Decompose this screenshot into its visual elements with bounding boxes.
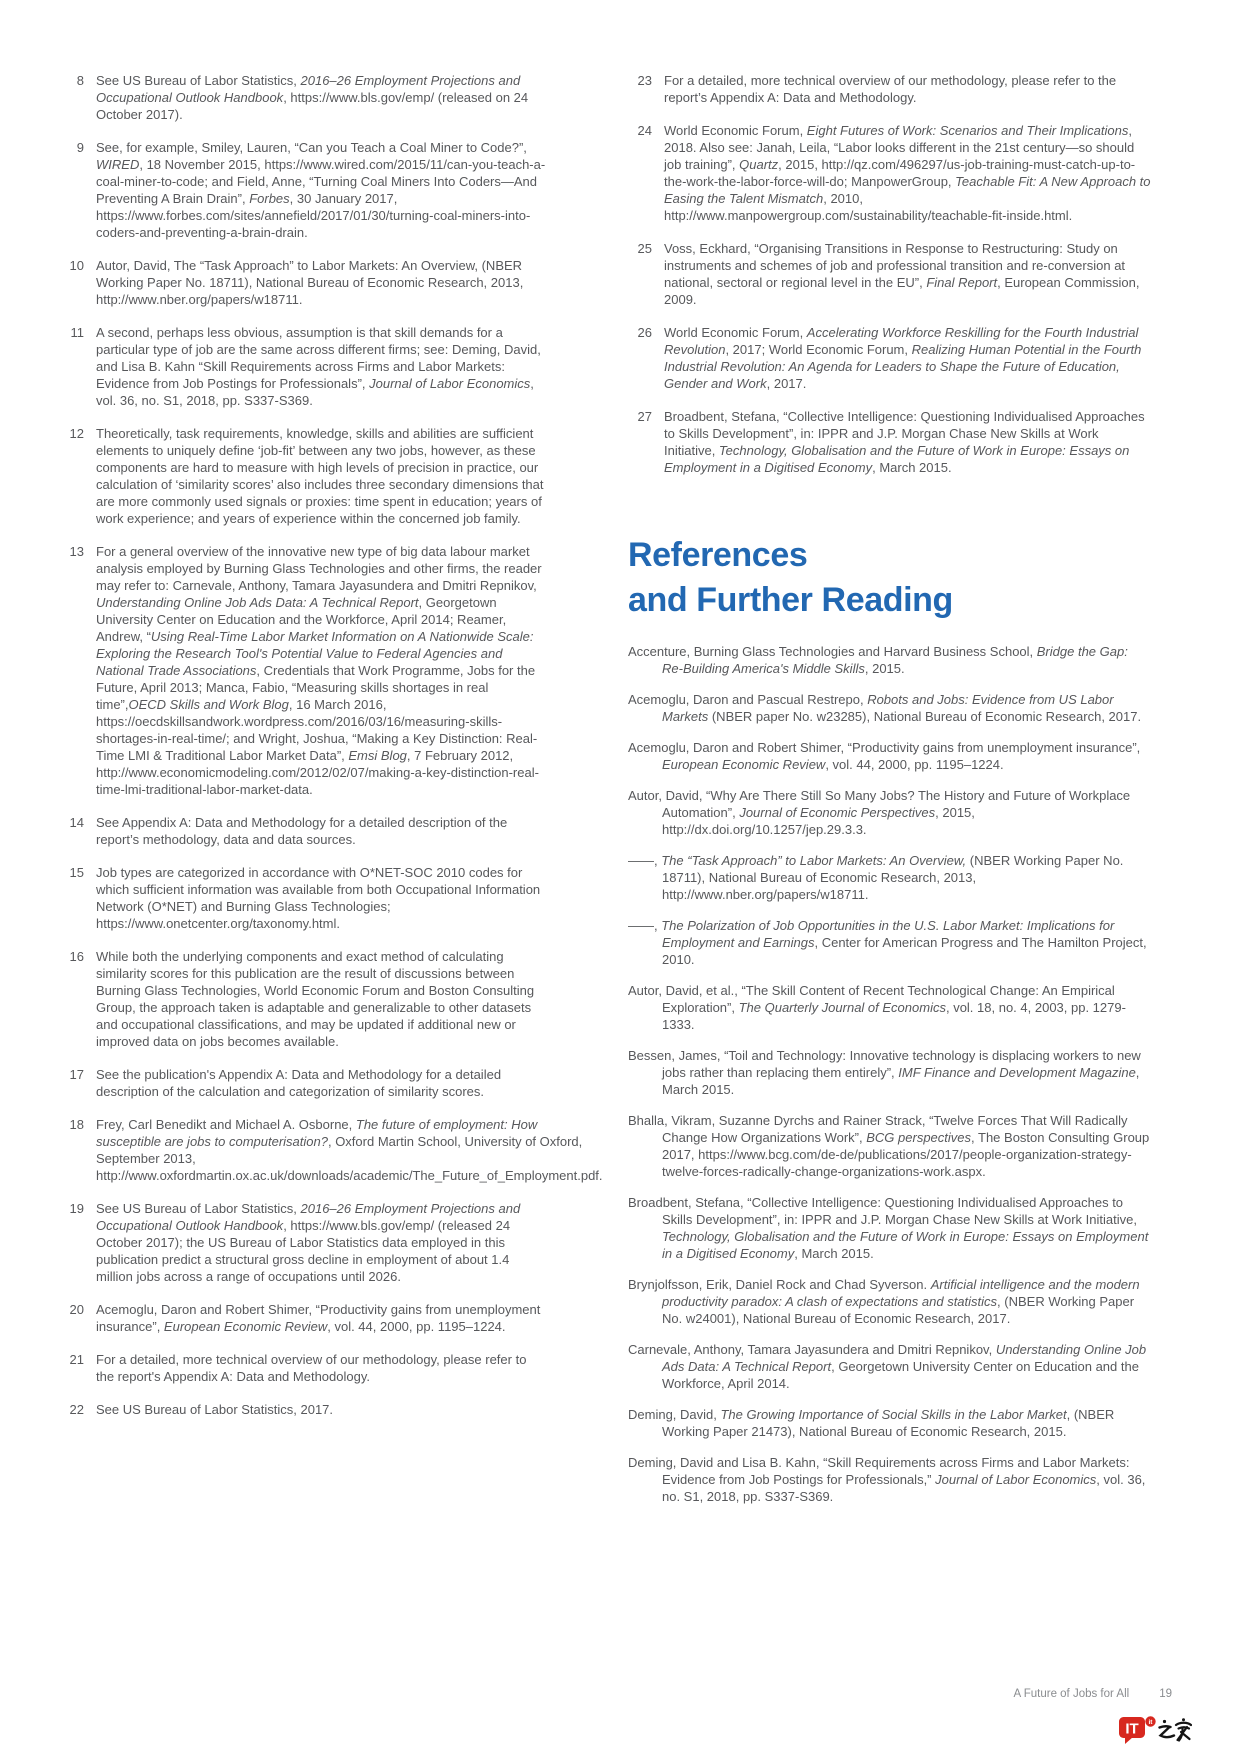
endnote-text: Job types are categorized in accordance with O*NET-SOC 2010 codes for which sufficient information was available from both Occupational Information Network (O*NET) and Burning Glass Technologies; https://www.onetcenter.org/taxonomy.html. bbox=[96, 865, 541, 931]
endnote-text: For a detailed, more technical overview of our methodology, please refer to the report’s Appendix A: Data and Methodology. bbox=[664, 73, 1117, 105]
endnote bbox=[628, 240, 1152, 308]
endnotes-left-column bbox=[60, 72, 603, 1434]
endnote bbox=[60, 1351, 547, 1385]
endnote-number: 22 bbox=[69, 1402, 84, 1417]
ithome-cn-char-jia bbox=[1176, 1718, 1191, 1740]
reference-entry: Acemoglu, Daron and Robert Shimer, “Productivity gains from unemployment insurance”, European Economic Review, vol. 44, 2000, pp. 1195–1224. bbox=[628, 740, 1141, 772]
ithome-logo bbox=[1118, 1711, 1192, 1745]
ithome-cn-char-zhi bbox=[1160, 1720, 1175, 1737]
endnote-number: 23 bbox=[637, 73, 652, 88]
reference-entry: ——, The “Task Approach” to Labor Markets: An Overview, (NBER Working Paper No. 18711), National Bureau of Economic Research, 2013, http://www.nber.org/papers/w18711. bbox=[628, 853, 1124, 902]
endnote-text: World Economic Forum, Eight Futures of Work: Scenarios and Their Implications, 2018. Also see: Janah, Leila, “Labor looks different in the 21st century—so should job training”, Quartz, 2015, http://qz.com/496297/us-job-training-must-catch-up-to-the-work-the-labor-force-will-do; ManpowerGroup, Teachable Fit: A New Approach to Easing the Talent Mismatch, 2010, http://www.manpowergroup.com/sustainability/teachable-fit-inside.html. bbox=[664, 123, 1151, 223]
references-list bbox=[628, 643, 1152, 1505]
endnote bbox=[60, 1066, 547, 1100]
endnote-number: 14 bbox=[69, 815, 84, 830]
reference-entry: Deming, David, The Growing Importance of Social Skills in the Labor Market, (NBER Working Paper 21473), National Bureau of Economic Research, 2015. bbox=[628, 1407, 1115, 1439]
endnote-text: Frey, Carl Benedikt and Michael A. Osborne, The future of employment: How susceptible are jobs to computerisation?, Oxford Martin School, University of Oxford, September 2013, http://www.oxfordmartin.ox.ac.uk/downloads/academic/The_Future_of_Employment.pdf. bbox=[96, 1117, 603, 1183]
footer-report-title: A Future of Jobs for All bbox=[1013, 1688, 1130, 1700]
reference-entry: Broadbent, Stefana, “Collective Intelligence: Questioning Individualised Approaches to Skills Development”, in: IPPR and J.P. Morgan Chase New Skills at Work Initiative, Technology, Globalisation and the Future of Work in Europe: Essays on Employment in a Digitised Economy, March 2015. bbox=[628, 1195, 1149, 1261]
endnote bbox=[60, 864, 547, 932]
endnote-number: 27 bbox=[637, 409, 652, 424]
svg-text:it: it bbox=[1148, 1719, 1153, 1726]
reference-entry: Bhalla, Vikram, Suzanne Dyrchs and Rainer Strack, “Twelve Forces That Will Radically Change How Organizations Work”, BCG perspectives, The Boston Consulting Group 2017, https://www.bcg.com/de-de/publications/2017/people-organization-strategy-twelve-forces-radically-change-organizations-work.aspx. bbox=[628, 1113, 1150, 1179]
endnote-number: 19 bbox=[69, 1201, 84, 1216]
endnote-text: Autor, David, The “Task Approach” to Labor Markets: An Overview, (NBER Working Paper No. 18711), National Bureau of Economic Research, 2013, http://www.nber.org/papers/w18711. bbox=[96, 258, 524, 307]
endnote-number: 20 bbox=[69, 1302, 84, 1317]
endnote bbox=[628, 324, 1152, 392]
reference-entry: Brynjolfsson, Erik, Daniel Rock and Chad Syverson. Artificial intelligence and the modern productivity paradox: A clash of expectations and statistics, (NBER Working Paper No. w24001), National Bureau of Economic Research, 2017. bbox=[628, 1277, 1140, 1326]
endnote bbox=[60, 72, 547, 123]
endnote-text: See, for example, Smiley, Lauren, “Can you Teach a Coal Miner to Code?”, WIRED, 18 November 2015, https://www.wired.com/2015/11/can-you-teach-a-coal-miner-to-code; and Field, Anne, “Turning Coal Miners Into Coders—And Preventing A Brain Drain”, Forbes, 30 January 2017, https://www.forbes.com/sites/annefield/2017/01/30/turning-coal-miners-into-coders-and-preventing-a-brain-drain. bbox=[96, 140, 546, 240]
endnote-number: 17 bbox=[69, 1067, 84, 1082]
endnote-text: See US Bureau of Labor Statistics, 2016–26 Employment Projections and Occupational Outlook Handbook, https://www.bls.gov/emp/ (released 24 October 2017); the US Bureau of Labor Statistics data employed in this publication predict a structural gross decline in employment of about 1.4 million jobs across a range of occupations until 2026. bbox=[96, 1201, 521, 1284]
endnotes-right-column bbox=[628, 72, 1152, 476]
endnote bbox=[60, 1116, 603, 1184]
references-heading-line2: and Further Reading bbox=[628, 581, 953, 619]
reference-entry: Deming, David and Lisa B. Kahn, “Skill Requirements across Firms and Labor Markets: Evidence from Job Postings for Professionals,” Journal of Labor Economics, vol. 36, no. S1, 2018, pp. S337-S369. bbox=[628, 1455, 1146, 1504]
reference-entry: Bessen, James, “Toil and Technology: Innovative technology is displacing workers to new jobs rather than replacing them entirely”, IMF Finance and Development Magazine, March 2015. bbox=[628, 1048, 1141, 1097]
reference-entry: Autor, David, “Why Are There Still So Many Jobs? The History and Future of Workplace Automation”, Journal of Economic Perspectives, 2015, http://dx.doi.org/10.1257/jep.29.3.3. bbox=[628, 788, 1131, 837]
endnote bbox=[628, 408, 1152, 476]
endnote-number: 13 bbox=[69, 544, 84, 559]
endnote-text: See Appendix A: Data and Methodology for a detailed description of the report’s methodology, data and data sources. bbox=[96, 815, 508, 847]
ithome-badge-icon bbox=[1145, 1716, 1155, 1726]
endnote-number: 9 bbox=[76, 140, 84, 155]
endnote-text: See US Bureau of Labor Statistics, 2016–26 Employment Projections and Occupational Outlook Handbook, https://www.bls.gov/emp/ (released on 24 October 2017). bbox=[96, 73, 529, 122]
endnote bbox=[60, 1301, 547, 1335]
endnote-number: 21 bbox=[69, 1352, 84, 1367]
endnote bbox=[628, 122, 1152, 224]
endnote-number: 16 bbox=[69, 949, 84, 964]
right-column bbox=[628, 72, 1152, 1519]
endnote bbox=[60, 139, 547, 241]
reference-entry: ——, The Polarization of Job Opportunities in the U.S. Labor Market: Implications for Employment and Earnings, Center for American Progress and The Hamilton Project, 2010. bbox=[628, 918, 1147, 967]
references-heading bbox=[628, 533, 1152, 623]
reference-entry: Acemoglu, Daron and Pascual Restrepo, Robots and Jobs: Evidence from US Labor Markets (NBER paper No. w23285), National Bureau of Economic Research, 2017. bbox=[628, 692, 1142, 724]
endnote bbox=[60, 948, 547, 1050]
endnote-text: Acemoglu, Daron and Robert Shimer, “Productivity gains from unemployment insurance”, European Economic Review, vol. 44, 2000, pp. 1195–1224. bbox=[96, 1302, 541, 1334]
endnote-number: 26 bbox=[637, 325, 652, 340]
reference-entry: Carnevale, Anthony, Tamara Jayasundera and Dmitri Repnikov, Understanding Online Job Ads Data: A Technical Report, Georgetown University Center on Education and the Workforce, April 2014. bbox=[628, 1342, 1147, 1391]
endnote-text: For a general overview of the innovative new type of big data labour market analysis employed by Burning Glass Technologies and other firms, the reader may refer to: Carnevale, Anthony, Tamara Jayasundera and Dmitri Repnikov, Understanding Online Job Ads Data: A Technical Report, Georgetown University Center on Education and the Workforce, April 2014; Reamer, Andrew, “Using Real-Time Labor Market Information on A Nationwide Scale: Exploring the Research Tool's Potential Value to Federal Agencies and National Trade Associations, Credentials that Work Programme, Jobs for the Future, April 2013; Manca, Fabio, “Measuring skills shortages in real time”,OECD Skills and Work Blog, 16 March 2016, https://oecdskillsandwork.wordpress.com/2016/03/16/measuring-skills-shortages-in-real-time/; and Wright, Joshua, “Making a Key Distinction: Real-Time LMI & Traditional Labor Market Data”, Emsi Blog, 7 February 2012, http://www.economicmodeling.com/2012/02/07/making-a-key-distinction-real-time-lmi-traditional-labor-market-data. bbox=[96, 544, 542, 797]
endnote-number: 18 bbox=[69, 1117, 84, 1132]
footer-page-number: 19 bbox=[1159, 1688, 1172, 1700]
endnote-number: 25 bbox=[637, 241, 652, 256]
endnote-number: 10 bbox=[69, 258, 84, 273]
ithome-bubble-icon bbox=[1119, 1717, 1145, 1744]
endnote-text: See US Bureau of Labor Statistics, 2017. bbox=[96, 1402, 334, 1417]
endnote bbox=[60, 1401, 547, 1418]
ithome-logo-graphic bbox=[1118, 1711, 1192, 1745]
endnote-text: Broadbent, Stefana, “Collective Intelligence: Questioning Individualised Approaches to Skills Development”, in: IPPR and J.P. Morgan Chase New Skills at Work Initiative, Technology, Globalisation and the Future of Work in Europe: Essays on Employment in a Digitised Economy, March 2015. bbox=[664, 409, 1145, 475]
page-footer bbox=[1014, 1687, 1173, 1701]
endnote bbox=[60, 1200, 547, 1285]
endnote-text: A second, perhaps less obvious, assumption is that skill demands for a particular type of job are the same across different firms; see: Deming, David, and Lisa B. Kahn “Skill Requirements across Firms and Labor Markets: Evidence from Job Postings for Professionals”, Journal of Labor Economics, vol. 36, no. S1, 2018, pp. S337-S369. bbox=[96, 325, 541, 408]
endnote-number: 11 bbox=[70, 325, 84, 340]
endnote-number: 8 bbox=[76, 73, 84, 88]
reference-entry: Accenture, Burning Glass Technologies and Harvard Business School, Bridge the Gap: Re-Building America's Middle Skills, 2015. bbox=[628, 644, 1128, 676]
endnote-text: While both the underlying components and exact method of calculating similarity scores for this publication are the result of discussions between Burning Glass Technologies, World Economic Forum and Boston Consulting Group, the approach taken is adaptable and generalizable to other datasets and occupational classifications, and may be updated if additional new or improved data on jobs becomes available. bbox=[96, 949, 535, 1049]
reference-entry: Autor, David, et al., “The Skill Content of Recent Technological Change: An Empirical Exploration”, The Quarterly Journal of Economics, vol. 18, no. 4, 2003, pp. 1279-1333. bbox=[628, 983, 1126, 1032]
endnote-text: Theoretically, task requirements, knowledge, skills and abilities are sufficient elements to uniquely define ‘job-fit’ between any two jobs, however, as these components are hard to measure with high levels of precision in practice, our calculation of ‘similarity scores’ also includes three secondary dimensions that are more commonly used signals or proxies: time spent in education; years of work experience; and years of experience within the concerned job family. bbox=[96, 426, 544, 526]
endnote-number: 15 bbox=[69, 865, 84, 880]
endnote-text: Voss, Eckhard, “Organising Transitions in Response to Restructuring: Study on instruments and schemes of job and professional transition and re-conversion at national, sectoral or regional level in the EU”, Final Report, European Commission, 2009. bbox=[664, 241, 1140, 307]
endnote-number: 12 bbox=[69, 426, 84, 441]
endnote-text: See the publication's Appendix A: Data and Methodology for a detailed description of the calculation and categorization of similarity scores. bbox=[96, 1067, 502, 1099]
endnote-text: World Economic Forum, Accelerating Workforce Reskilling for the Fourth Industrial Revolution, 2017; World Economic Forum, Realizing Human Potential in the Fourth Industrial Revolution: An Agenda for Leaders to Shape the Future of Education, Gender and Work, 2017. bbox=[664, 325, 1142, 391]
endnote bbox=[60, 814, 547, 848]
endnote-number: 24 bbox=[637, 123, 652, 138]
endnote bbox=[60, 543, 547, 798]
svg-text:IT: IT bbox=[1125, 1720, 1139, 1738]
endnote bbox=[60, 257, 547, 308]
endnote bbox=[60, 425, 547, 527]
references-heading-line1: References bbox=[628, 536, 808, 574]
endnote bbox=[628, 72, 1152, 106]
endnote bbox=[60, 324, 547, 409]
endnote-text: For a detailed, more technical overview of our methodology, please refer to the report's Appendix A: Data and Methodology. bbox=[96, 1352, 527, 1384]
